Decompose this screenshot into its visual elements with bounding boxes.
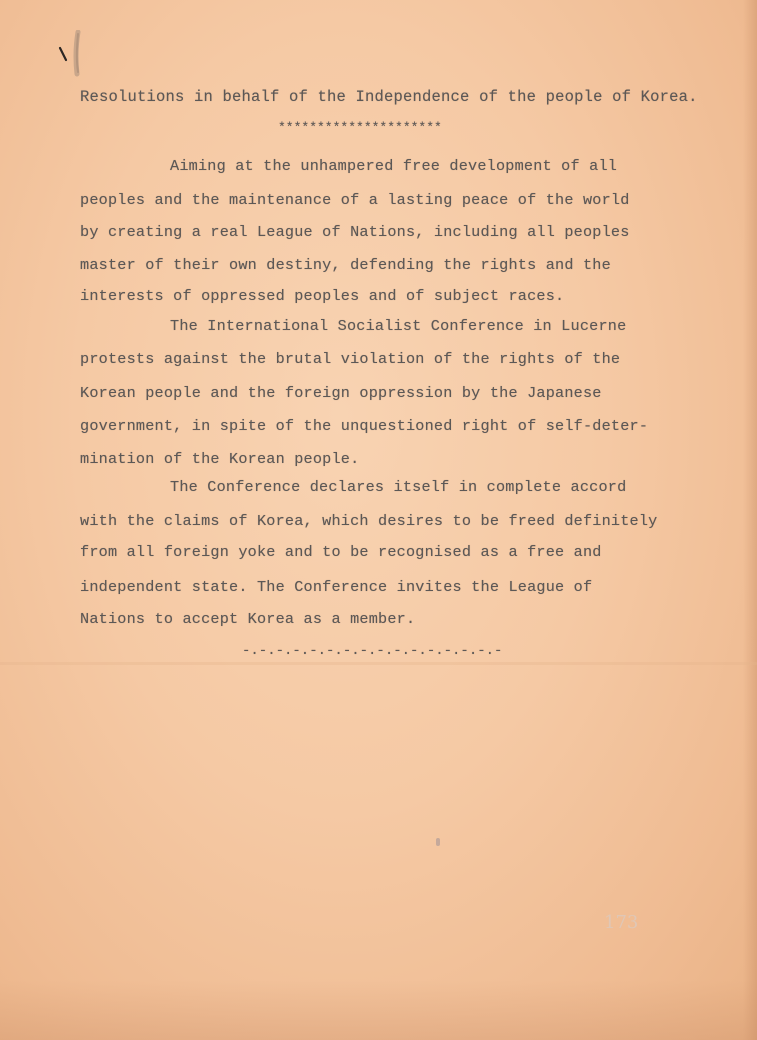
page-number: 173 xyxy=(604,912,639,933)
paper-speck xyxy=(436,838,440,846)
paragraph-2-line-4: government, in spite of the unquestioned right of self-deter- xyxy=(80,417,649,435)
paragraph-1-line-4: master of their own destiny, defending the rights and the xyxy=(80,256,611,274)
document-title: Resolutions in behalf of the Independence of the people of Korea. xyxy=(80,88,698,106)
paragraph-2-line-3: Korean people and the foreign oppression by the Japanese xyxy=(80,384,602,402)
paragraph-1-line-3: by creating a real League of Nations, including all peoples xyxy=(80,223,630,241)
paper-fold xyxy=(0,662,757,665)
paragraph-2-line-5: mination of the Korean people. xyxy=(80,450,360,468)
paragraph-2-line-1: The International Socialist Conference in Lucerne xyxy=(170,317,627,335)
closing-separator: -.-.-.-.-.-.-.-.-.-.-.-.-.-.-.- xyxy=(242,643,503,659)
paragraph-1-line-2: peoples and the maintenance of a lasting peace of the world xyxy=(80,191,630,209)
paper-bottom-shadow xyxy=(0,980,757,1040)
paragraph-3-line-5: Nations to accept Korea as a member. xyxy=(80,610,416,628)
paragraph-3-line-4: independent state. The Conference invites the League of xyxy=(80,578,593,596)
paper-edge-shadow xyxy=(743,0,757,1040)
paragraph-3-line-3: from all foreign yoke and to be recognised as a free and xyxy=(80,543,602,561)
paragraph-1-line-5: interests of oppressed peoples and of subject races. xyxy=(80,287,565,305)
paragraph-3-line-1: The Conference declares itself in complete accord xyxy=(170,478,627,496)
pencil-mark-icon xyxy=(56,30,96,78)
paragraph-2-line-2: protests against the brutal violation of the rights of the xyxy=(80,350,621,368)
paragraph-3-line-2: with the claims of Korea, which desires to be freed definitely xyxy=(80,512,658,530)
title-separator: ********************* xyxy=(278,120,442,135)
paragraph-1-line-1: Aiming at the unhampered free development of all xyxy=(170,157,618,175)
